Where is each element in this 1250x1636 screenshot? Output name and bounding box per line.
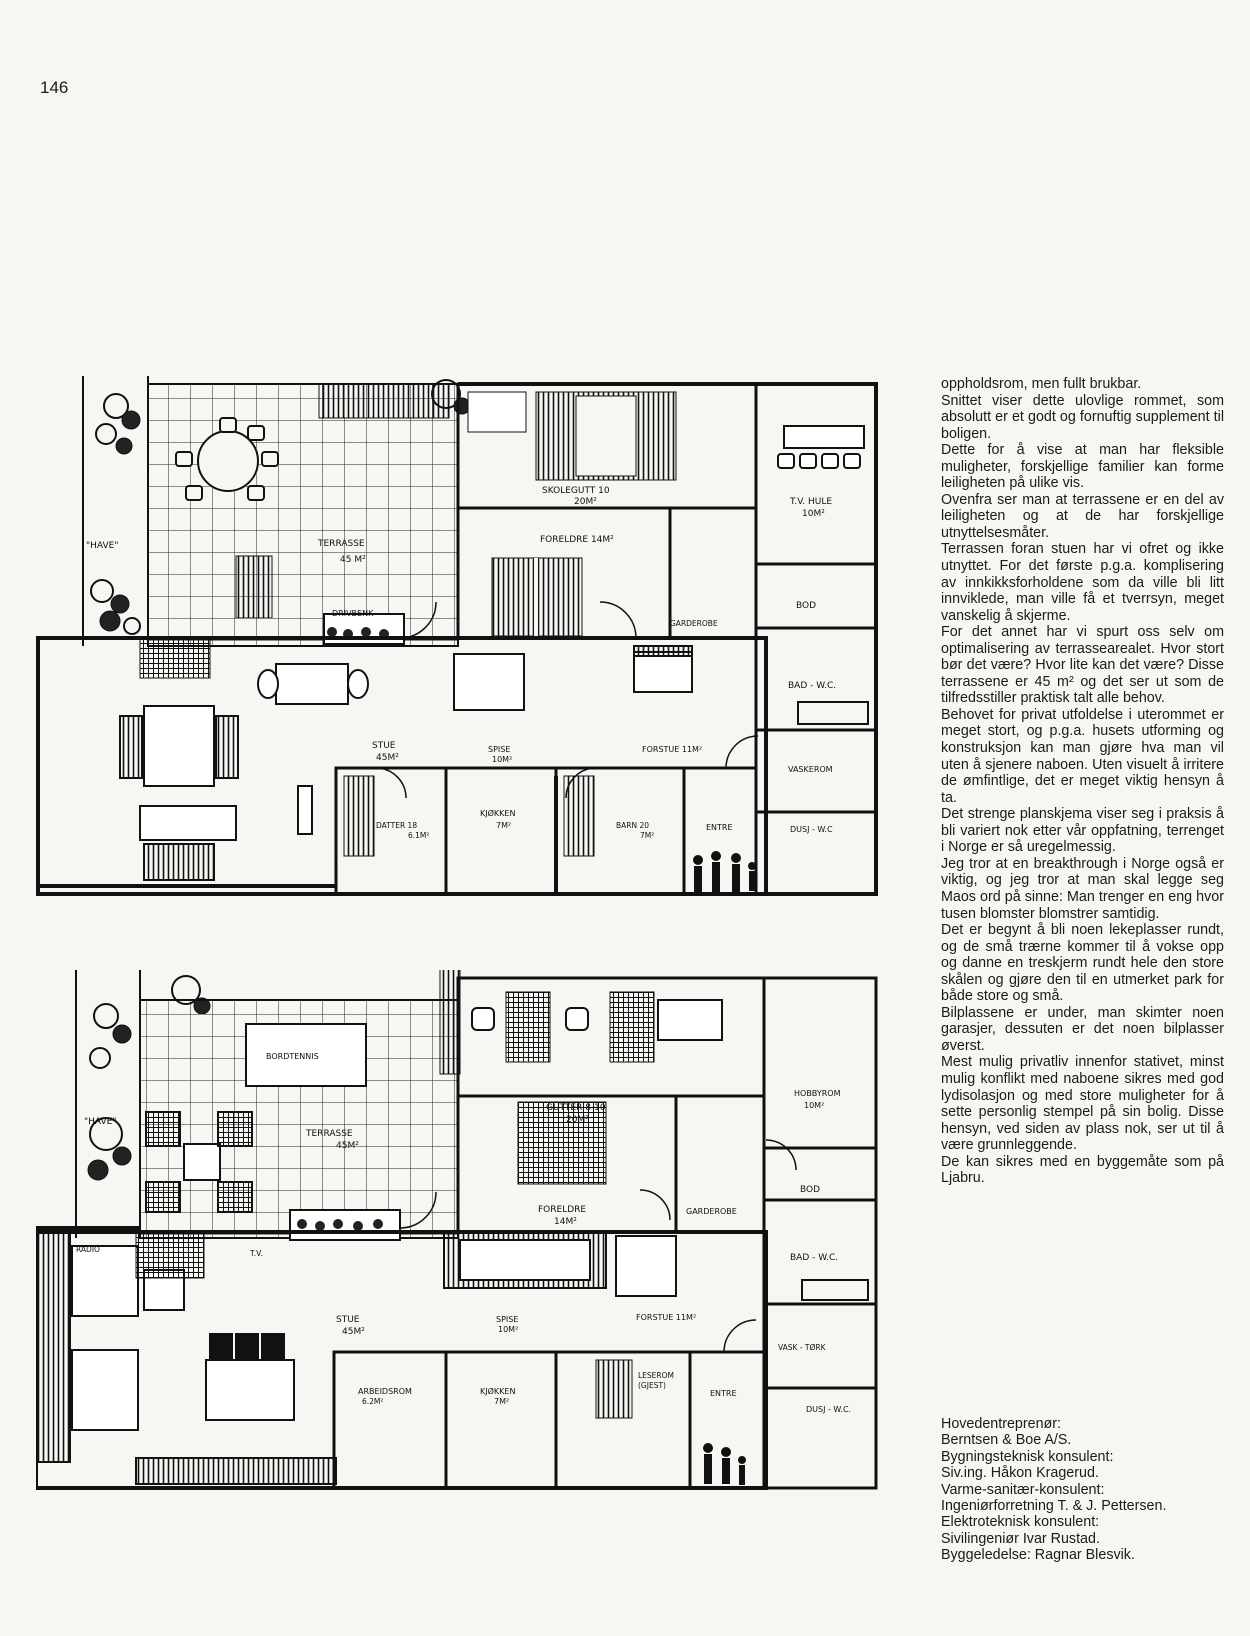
label-hobbyrom-area: 10M² [804,1101,825,1110]
label-entre: ENTRE [706,823,733,832]
living-room-furniture [120,646,692,880]
label-garderobe: GARDEROBE [686,1207,737,1216]
label-barn-area: 7M² [640,831,655,840]
room-kjokken [446,768,556,894]
terrace-area [148,384,458,646]
label-skolegutt: SKOLEGUTT 10 [542,486,610,496]
room-tv-hule [756,384,876,564]
double-bed [518,1102,606,1184]
label-kjokken-area: 7M² [496,821,512,830]
label-dusj-wc: DUSJ - W.C [790,825,833,834]
fireplace [140,638,210,678]
label-tv: T.V. [250,1249,263,1258]
credit-line: Byggeledelse: Ragnar Blesvik. [941,1547,1135,1564]
label-dusj-wc: DUSJ - W.C. [806,1405,852,1414]
label-leserom: LESEROM [638,1371,675,1380]
label-vaskerom: VASKEROM [788,765,833,774]
paragraph: Snittet viser dette ulovlige rommet, som absolutt er et godt og fornuftig supplement til boligen. [941,392,1224,442]
floor-plan-bottom [36,970,916,1530]
label-spise-area: 10M² [492,755,513,764]
paragraph: Terrassen foran stuen har vi ofret og ikke utnyttet. For det første p.g.a. komplisering av innkikksforholdene som da ville bli litt innviklede, man ville få et tverrsyn, meget vanskelig å skjerme. [941,541,1224,624]
paragraph: Dette for å vise at man har fleksible muligheter, forskjellige familier kan forme leiligheten på ulike vis. [941,442,1224,492]
label-drivbenk: DRIVBENK [332,609,374,618]
label-tv-hule: T.V. HULE [790,497,833,507]
sun-lounger [236,556,272,618]
floor-plan-top [36,376,916,936]
label-datter-area: 6.1M² [408,831,430,840]
bathtub [802,1280,868,1300]
label-hobbyrom: HOBBYROM [794,1089,841,1098]
label-terrasse-area: 45M² [336,1141,359,1151]
label-gutter: GUTTER 8-10 [546,1103,606,1113]
label-stue: STUE [372,741,396,751]
room-hobbyrom [764,978,876,1148]
room-arbeidsrom [334,1352,446,1488]
people-figures [703,1443,746,1485]
fireplace [136,1232,204,1278]
label-forstue: FORSTUE 11M² [642,745,703,754]
room-bad-wc [764,1200,876,1304]
label-bod: BOD [796,601,817,611]
label-terrasse: TERRASSE [318,539,365,549]
credit-line: Elektroteknisk konsulent: [941,1514,1100,1531]
label-bad-wc: BAD - W.C. [790,1253,839,1263]
label-bordtennis: BORDTENNIS [266,1052,319,1061]
label-forstue: FORSTUE 11M² [636,1313,697,1322]
paragraph: Det strenge planskjema viser seg i praksis å bli variert nok etter vår oppfatning, terrenget i Norge er så uregelmessig. [941,806,1224,856]
paragraph: For det annet har vi spurt oss selv om optimalisering av terrassearealet. Hvor stort bør det være? Hvor lite kan det være? Disse terrassene er 45 m² og det ser ut som de tilfredsstiller praktisk talt alle behov. [941,624,1224,707]
label-vask-tork: VASK - TØRK [778,1343,826,1352]
credit-line: Ingeniørforretning T. & J. Pettersen. [941,1498,1167,1515]
credit-line: Sivilingeniør Ivar Rustad. [941,1530,1100,1547]
floor-plan-top-drawing [36,376,916,936]
room-bad-wc [756,628,876,730]
label-spise: SPISE [496,1315,519,1324]
body-text-column [941,376,1224,1187]
label-radio: RADIO [76,1245,100,1254]
label-have: "HAVE" [84,1117,117,1127]
room-kjokken [446,1352,556,1488]
label-spise-area: 10M² [498,1325,519,1334]
label-terrasse: TERRASSE [306,1129,353,1139]
label-terrasse-area: 45 M² [340,555,366,565]
credit-line: Siv.ing. Håkon Kragerud. [941,1465,1099,1482]
floor-plan-bottom-drawing [36,970,916,1530]
credit-line: Varme-sanitær-konsulent: [941,1481,1105,1498]
credit-line: Hovedentreprenør: [941,1416,1061,1432]
living-room-furniture [36,1232,676,1484]
label-gjest: (GJEST) [638,1381,666,1390]
bathtub [798,702,868,724]
paragraph: oppholdsrom, men fullt brukbar. [941,376,1142,392]
paragraph: De kan sikres med en byggemåte som på Ljabru. [941,1153,1224,1187]
credit-line: Bygningsteknisk konsulent: [941,1448,1114,1465]
room-dusj-wc [764,1388,876,1488]
label-kjokken-area: 7M² [494,1397,510,1406]
label-entre: ENTRE [710,1389,737,1398]
credit-line: Berntsen & Boe A/S. [941,1432,1072,1449]
label-bod: BOD [800,1185,821,1195]
paragraph: Bilplassene er under, man skimter noen garasjer, dessuten er det noen bilplasser øverst. [941,1004,1224,1054]
label-foreldre-area: 14M² [554,1217,577,1227]
project-credits [941,1416,1231,1564]
paragraph: Jeg tror at en breakthrough i Norge også er viktig, og jeg tror at man skal legge seg Maos ord på sinne: Man trenger en eng hvor tusen blomster blomstrer samtidig. [941,855,1224,922]
label-stue-area: 45M² [376,753,399,763]
label-garderobe: GARDEROBE [670,619,718,628]
label-foreldre: FORELDRE 14M² [540,535,614,545]
label-skolegutt-area: 20M² [574,497,597,507]
paragraph: Det er begynt å bli noen lekeplasser rundt, og de små trærne kommer til å vokse opp og danne en treskjerm rundt hele den store skålen og gjøre den til en utmerket park for både store og små. [941,922,1224,1005]
label-spise: SPISE [488,745,511,754]
paragraph: Behovet for privat utfoldelse i uterommet er meget stort, og p.g.a. husets utforming og konstruksjon kan man gjøre hva man vil uten å sjenere naboen. Uten visuelt å irritere de ømfintlige, det er meget viktig hensyn å ta. [941,706,1224,806]
label-stue-area: 45M² [342,1327,365,1337]
label-kjokken: KJØKKEN [480,1387,516,1396]
paragraph: Mest mulig privatliv innenfor stativet, minst mulig konflikt med naboene sikres med god lydisolasjon og med store muligheter for å sette personlig stempel på sin bolig. Disse hensyn, ved siden av plass nok, ser ut til å være grunnleggende. [941,1054,1224,1154]
label-arbeidsrom-area: 6.2M² [362,1397,384,1406]
label-kjokken: KJØKKEN [480,809,516,818]
label-have: "HAVE" [86,541,119,551]
page-number: 146 [40,78,69,97]
paragraph: Ovenfra ser man at terrassene er en del av leiligheten og at de har forskjellige utnyttelsesmåter. [941,491,1224,541]
label-bad-wc: BAD - W.C. [788,681,837,691]
people-figures [693,851,756,892]
label-foreldre: FORELDRE [538,1205,587,1215]
label-arbeidsrom: ARBEIDSROM [358,1387,412,1396]
label-datter: DATTER 18 [376,821,418,830]
label-barn: BARN 20 [616,821,650,830]
label-tv-hule-area: 10M² [802,509,825,519]
label-gutter-area: 20M² [566,1115,589,1125]
label-stue: STUE [336,1315,360,1325]
room-bod [756,564,876,628]
